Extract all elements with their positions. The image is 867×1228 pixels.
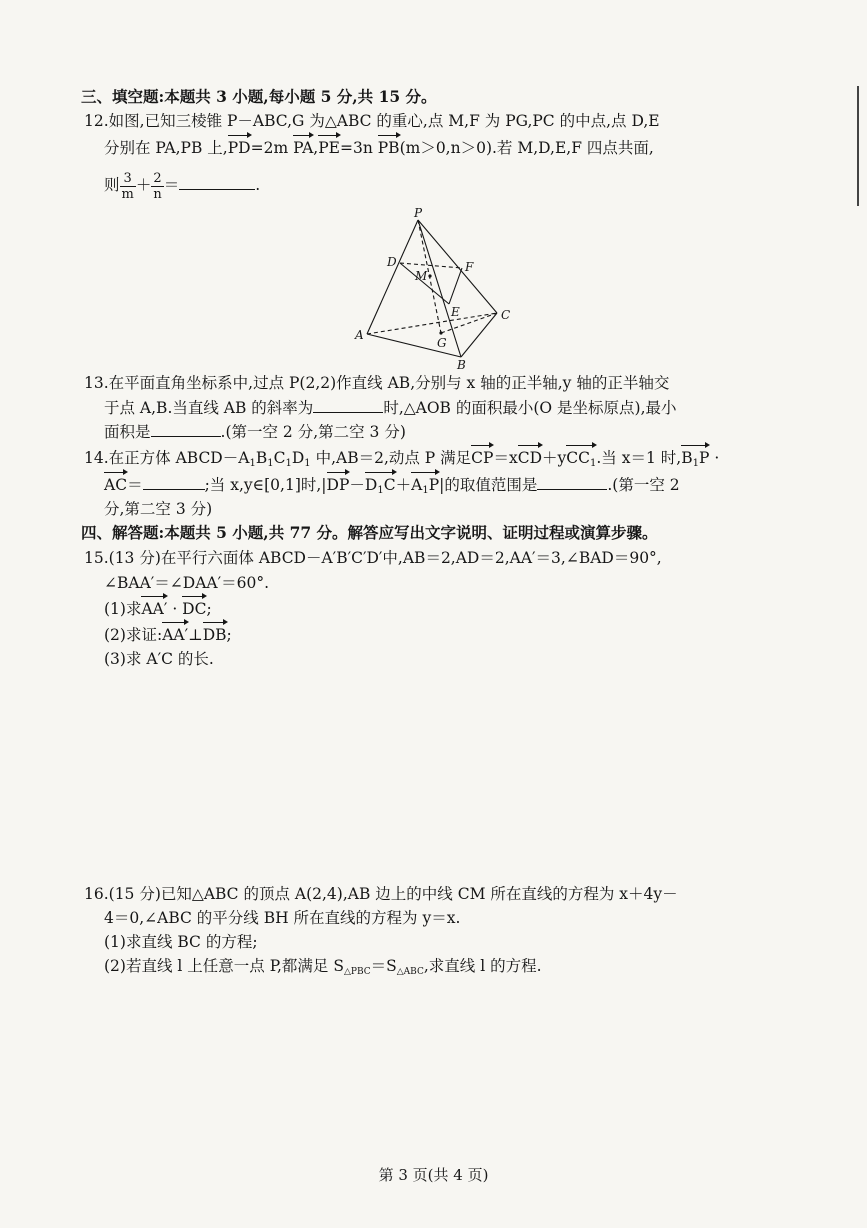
answer-blank bbox=[143, 475, 205, 490]
subscript: 1 bbox=[590, 458, 597, 469]
answer-blank bbox=[537, 475, 607, 490]
edge-BC bbox=[461, 313, 497, 357]
q14-text: ＝ bbox=[127, 476, 143, 494]
q14-text: · bbox=[709, 449, 720, 467]
page-edge-line bbox=[857, 86, 859, 206]
vec-text: B bbox=[681, 449, 693, 467]
q14-text: 14.在正方体 ABCD－A bbox=[84, 449, 250, 467]
q15-line2: ∠BAA′＝∠DAA′＝60°. bbox=[104, 574, 270, 592]
fraction-2-over-n bbox=[151, 171, 163, 202]
vector-PB: PB bbox=[377, 139, 400, 157]
q15-text: (1)求 bbox=[104, 600, 142, 618]
q15-text: ; bbox=[226, 626, 232, 644]
segment-DF bbox=[400, 263, 462, 268]
frac-den: m bbox=[121, 186, 134, 202]
q14-text: .(第一空 2 bbox=[607, 476, 680, 494]
label-B: B bbox=[457, 358, 466, 372]
answer-blank bbox=[313, 398, 383, 413]
q12-line2 bbox=[104, 137, 654, 159]
q12-text: (m＞0,n＞0).若 M,D,E,F 四点共面, bbox=[399, 139, 654, 157]
subscript: 1 bbox=[267, 458, 274, 469]
q12-text: ＋ bbox=[135, 176, 152, 194]
vector-B1P bbox=[681, 447, 709, 475]
q16-part2 bbox=[104, 955, 542, 983]
q13-text: .(第一空 2 分,第二空 3 分) bbox=[220, 423, 406, 441]
q13-line2 bbox=[104, 397, 677, 419]
label-A: A bbox=[355, 328, 364, 342]
q14-text: ＝x bbox=[493, 449, 518, 467]
vector-AC: AC bbox=[104, 476, 128, 494]
vector-D1C bbox=[365, 474, 396, 502]
vector-DP: DP bbox=[326, 476, 350, 494]
q16-line1: 16.(15 分)已知△ABC 的顶点 A(2,4),AB 边上的中线 CM 所在直线的方程为 x＋4y－ bbox=[84, 885, 678, 903]
frac-num: 2 bbox=[151, 171, 163, 187]
label-C: C bbox=[501, 308, 511, 322]
fraction-3-over-m bbox=[120, 171, 136, 202]
q13-text: 面积是 bbox=[104, 423, 151, 441]
q14-text: D bbox=[291, 449, 305, 467]
q12-text: 则 bbox=[104, 176, 120, 194]
q15-part2 bbox=[104, 624, 232, 646]
label-M: M bbox=[415, 269, 428, 283]
q14-text: ＋y bbox=[542, 449, 567, 467]
q16-text: ＝S bbox=[370, 957, 397, 975]
q12-text: , bbox=[313, 139, 319, 157]
q14-text: |的取值范围是 bbox=[439, 476, 538, 494]
section4-title: 四、解答题:本题共 5 小题,共 77 分。解答应写出文字说明、证明过程或演算步骤。 bbox=[81, 523, 658, 542]
segment-EF bbox=[449, 268, 462, 304]
q15-text: · bbox=[167, 600, 183, 618]
vec-text: A bbox=[411, 476, 423, 494]
q13-text: 于点 A,B.当直线 AB 的斜率为 bbox=[104, 399, 314, 417]
vector-A1P bbox=[411, 474, 439, 502]
label-E: E bbox=[451, 305, 460, 319]
label-P: P bbox=[414, 206, 423, 220]
vec-text: D bbox=[364, 476, 378, 494]
q15-part1 bbox=[104, 598, 212, 620]
frac-den: n bbox=[153, 186, 162, 202]
tetrahedron-figure bbox=[350, 205, 520, 375]
q12-line1: 12.如图,已知三棱锥 P－ABC,G 为△ABC 的重心,点 M,F 为 PG,PC 的中点,点 D,E bbox=[84, 112, 660, 130]
q14-text: .当 x＝1 时, bbox=[596, 449, 682, 467]
edge-PC bbox=[418, 220, 497, 313]
q12-text: ＝ bbox=[163, 176, 180, 194]
vector-DC: DC bbox=[182, 600, 207, 618]
vector-PA: PA bbox=[293, 139, 314, 157]
subscript: 1 bbox=[422, 485, 429, 496]
q13-line1: 13.在平面直角坐标系中,过点 P(2,2)作直线 AB,分别与 x 轴的正半轴,y 轴的正半轴交 bbox=[84, 374, 670, 392]
q15-text: ; bbox=[206, 600, 212, 618]
q15-text: (2)求证: bbox=[104, 626, 163, 644]
vec-text: P bbox=[428, 476, 440, 494]
q13-line3 bbox=[104, 421, 406, 443]
q16-part1: (1)求直线 BC 的方程; bbox=[104, 933, 258, 951]
q14-text: ;当 x,y∈[0,1]时,| bbox=[204, 476, 327, 494]
q14-text: B bbox=[255, 449, 268, 467]
subscript: 1 bbox=[377, 485, 384, 496]
q12-text: 分别在 PA,PB 上, bbox=[104, 139, 228, 157]
vector-CC1 bbox=[566, 447, 596, 475]
q15-line1: 15.(13 分)在平行六面体 ABCD－A′B′C′D′中,AB＝2,AD＝2,AA′＝3,∠BAD＝90°, bbox=[84, 549, 662, 567]
vector-CP: CP bbox=[471, 449, 494, 467]
vector-CD: CD bbox=[517, 449, 542, 467]
vec-text: C bbox=[383, 476, 396, 494]
q14-text: － bbox=[349, 476, 365, 494]
frac-num: 3 bbox=[120, 171, 136, 187]
answer-blank bbox=[151, 422, 221, 437]
q15-text: ⊥ bbox=[188, 626, 203, 644]
subscript: △ABC bbox=[396, 967, 424, 977]
vector-DB: DB bbox=[202, 626, 227, 644]
q12-text: =3n bbox=[339, 139, 373, 157]
subscript: △PBC bbox=[343, 967, 371, 977]
edge-AC bbox=[367, 313, 497, 334]
point-M bbox=[428, 274, 431, 277]
subscript: 1 bbox=[304, 458, 311, 469]
q14-text: C bbox=[273, 449, 286, 467]
label-G: G bbox=[437, 336, 447, 350]
vec-text: CC bbox=[566, 449, 590, 467]
q16-text: (2)若直线 l 上任意一点 P,都满足 S bbox=[104, 957, 344, 975]
point-G bbox=[439, 331, 442, 334]
q14-text: ＋ bbox=[395, 476, 412, 494]
q14-line1 bbox=[84, 447, 719, 475]
q14-text: 中,AB＝2,动点 P 满足 bbox=[310, 449, 472, 467]
q12-line3 bbox=[104, 168, 260, 202]
q14-line3: 分,第二空 3 分) bbox=[104, 500, 213, 518]
label-D: D bbox=[387, 255, 397, 269]
subscript: 1 bbox=[249, 458, 256, 469]
vector-PD: PD bbox=[227, 139, 251, 157]
answer-blank bbox=[179, 175, 255, 190]
q12-text: =2m bbox=[250, 139, 289, 157]
q12-text: . bbox=[255, 176, 261, 194]
section3-title: 三、填空题:本题共 3 小题,每小题 5 分,共 15 分。 bbox=[81, 87, 437, 106]
vec-text: P bbox=[698, 449, 710, 467]
subscript: 1 bbox=[692, 458, 699, 469]
vector-AA-prime: AA′ bbox=[141, 600, 168, 618]
q15-part3: (3)求 A′C 的长. bbox=[104, 650, 214, 668]
label-F: F bbox=[465, 260, 474, 274]
edge-AB bbox=[367, 334, 461, 357]
q16-line2: 4＝0,∠ABC 的平分线 BH 所在直线的方程为 y＝x. bbox=[104, 909, 461, 927]
page-footer: 第 3 页(共 4 页) bbox=[378, 1166, 489, 1184]
subscript: 1 bbox=[285, 458, 292, 469]
q13-text: 时,△AOB 的面积最小(O 是坐标原点),最小 bbox=[383, 399, 677, 417]
edge-PA bbox=[367, 220, 418, 334]
q16-text: ,求直线 l 的方程. bbox=[423, 957, 542, 975]
vector-PE: PE bbox=[318, 139, 340, 157]
vector-AA-prime: AA′ bbox=[162, 626, 189, 644]
